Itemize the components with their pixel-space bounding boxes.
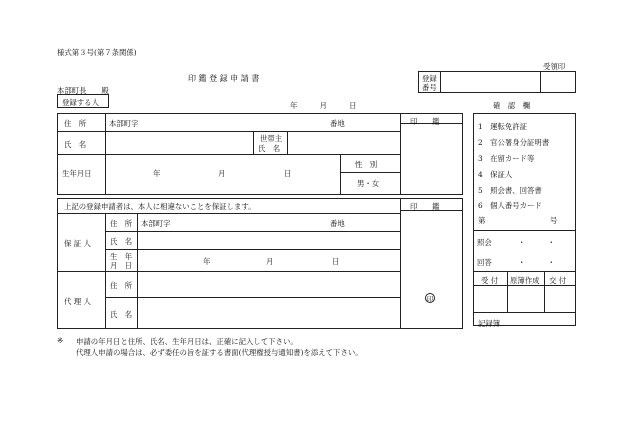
agent-address-label: 住 所 — [110, 281, 133, 290]
note-line-1: 申請の年月日と住所、氏名、生年月日は、正確に記入して下さい。 — [76, 337, 298, 346]
note-mark: ※ — [57, 336, 64, 345]
col-original: 原簿作成 — [510, 276, 540, 285]
guarantor-statement: 上記の登録申請者は、本人に相違ないことを保証します。 — [64, 202, 256, 211]
confirm-item-4: 4 保証人 — [478, 170, 513, 179]
registration-label-1: 登録 — [422, 74, 437, 83]
agent-section-label: 代 理 人 — [64, 297, 91, 306]
confirmation-header: 確 認 欄 — [493, 101, 530, 110]
applicant-dob-label: 生年月日 — [62, 169, 92, 178]
note-line-2: 代理人申請の場合は、必ず委任の旨を証する書面(代理権授与通知書)を添えて下さい。 — [76, 348, 363, 357]
confirm-item-6: 6 個人番号カード — [478, 201, 542, 210]
seal-mark-icon: 印 — [426, 295, 434, 303]
registration-number-box — [418, 71, 576, 93]
registration-label-2: 番号 — [422, 83, 437, 92]
receipt-stamp-label: 受領印 — [543, 62, 566, 71]
ledger-label: 記録簿 — [478, 319, 501, 328]
gender-label: 性 別 — [355, 160, 378, 169]
applicant-dob-year: 年 — [153, 169, 161, 178]
guarantor-dob-year: 年 — [203, 257, 211, 266]
inquiry-date: ・ ・ — [518, 238, 555, 247]
guarantor-name-label: 氏 名 — [110, 237, 133, 246]
guarantor-seal-label: 印 鑑 — [410, 202, 440, 211]
answer-label: 回答 — [477, 258, 492, 267]
guarantor-dob-day: 日 — [332, 257, 340, 266]
col-received: 受 付 — [481, 276, 499, 285]
number-prefix: 第 — [478, 216, 486, 225]
number-suffix: 号 — [550, 216, 558, 225]
applicant-seal-label: 印 鑑 — [410, 117, 440, 126]
applicant-address-label: 住 所 — [64, 119, 87, 128]
agent-name-label: 氏 名 — [110, 310, 133, 319]
householder-label-2: 氏 名 — [258, 144, 281, 153]
guarantor-dob-label-2: 月 日 — [110, 261, 133, 270]
gender-value: 男・女 — [357, 179, 380, 188]
confirm-item-1: 1 運転免許証 — [478, 122, 528, 131]
confirm-item-3: 3 在留カード等 — [478, 154, 535, 163]
guarantor-section-label: 保 証 人 — [64, 239, 91, 248]
col-issued: 交 付 — [549, 276, 567, 285]
guarantor-dob-month: 月 — [266, 257, 274, 266]
guarantor-address-label: 住 所 — [110, 219, 133, 228]
inquiry-label: 照会 — [477, 238, 492, 247]
application-date: 年 月 日 — [290, 101, 357, 110]
guarantor-address-value: 本部町字 — [141, 219, 171, 228]
guarantor-banchi: 番地 — [330, 219, 345, 228]
applicant-address-value: 本部町字 — [109, 119, 139, 128]
applicant-dob-month: 月 — [218, 169, 226, 178]
confirm-item-2: 2 官公署身分証明書 — [478, 138, 550, 147]
householder-label-1: 世帯主 — [260, 134, 283, 143]
applicant-name-label: 氏 名 — [64, 140, 87, 149]
form-number: 様式第３号(第７条関係) — [57, 48, 137, 57]
form-title: 印 鑑 登 録 申 請 書 — [188, 74, 260, 83]
applicant-dob-day: 日 — [284, 169, 292, 178]
applicant-banchi: 番地 — [330, 119, 345, 128]
applicant-label: 登録する人 — [62, 98, 99, 107]
confirm-item-5: 5 照会書、回答書 — [478, 186, 542, 195]
guarantor-dob-label-1: 生 年 — [110, 252, 133, 261]
addressee: 本部町長 殿 — [57, 86, 109, 95]
answer-date: ・ ・ — [518, 258, 555, 267]
